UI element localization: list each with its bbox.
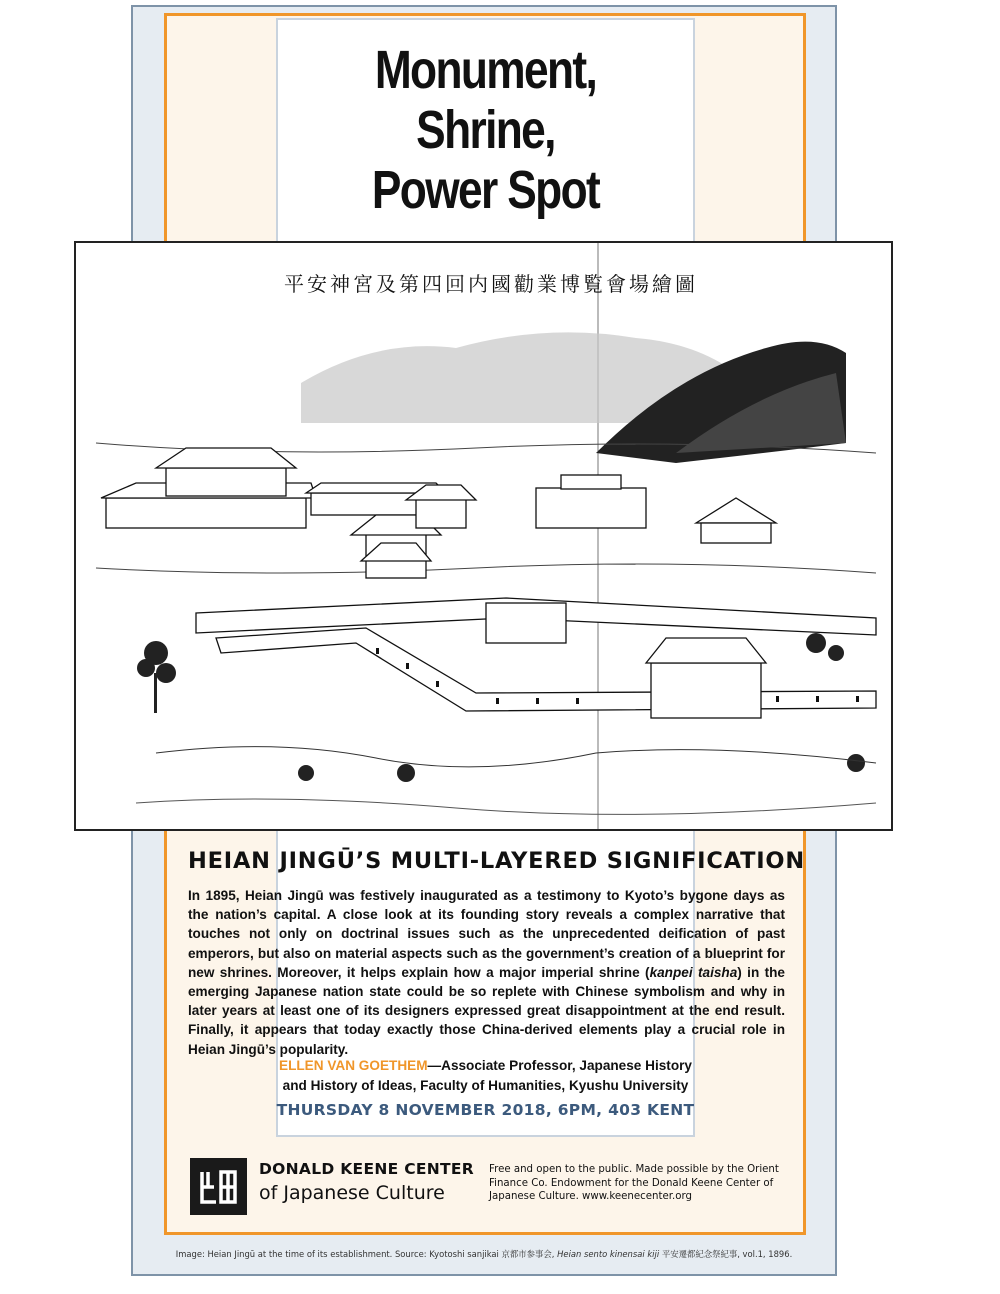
woodblock-illustration xyxy=(74,241,893,831)
illustration-inscription: 平安神宮及第四回内國勸業博覧會場繪圖 xyxy=(284,272,698,296)
caption-title: Heian sento kinensai kiji xyxy=(557,1249,660,1259)
abstract-term: kanpei taisha xyxy=(649,964,738,980)
image-caption xyxy=(131,1248,837,1260)
event-date: THURSDAY 8 NOVEMBER 2018, 6PM, 403 KENT xyxy=(276,1101,695,1119)
speaker-info xyxy=(276,1056,695,1095)
abstract-text-2: ) in the emerging Japanese nation state could be so replete with Chinese symbolism and why in later years at least one of its designers expressed great disappointment at the end result. Finally, it appears that today exactly those China-derived elements play a crucial role in Heian Jingū’s popularity. xyxy=(188,964,785,1057)
lecture-abstract xyxy=(188,886,785,1059)
abstract-text-1: In 1895, Heian Jingū was festively inaugurated as a testimony to Kyoto’s bygone days as the nation’s capital. A close look at its founding story reveals a complex narrative that touches not only on doctrinal issues such as the unprecedented deification of past emperors, but also on material aspects such as the government’s creation of a blueprint for new shrines. Moreover, it helps explain how a major imperial shrine ( xyxy=(188,888,785,980)
title-line-1: Monument, xyxy=(374,40,597,100)
org-subtitle: of Japanese Culture xyxy=(259,1182,445,1204)
speaker-role-1: —Associate Professor, Japanese History xyxy=(427,1058,692,1073)
keene-center-logo xyxy=(190,1158,247,1215)
footer-note: Free and open to the public. Made possible by the Orient Finance Co. Endowment for the Donald Keene Center of Japanese Culture. www.keenecenter.org xyxy=(489,1164,779,1202)
poster-title xyxy=(314,40,658,220)
seal-icon xyxy=(190,1158,247,1215)
org-name: DONALD KEENE CENTER xyxy=(259,1160,475,1178)
speaker-role-2: and History of Ideas, Faculty of Humanities, Kyushu University xyxy=(282,1077,689,1093)
speaker-name: ELLEN VAN GOETHEM xyxy=(279,1058,428,1073)
title-line-2: Shrine, xyxy=(416,100,555,160)
title-line-3: Power Spot xyxy=(371,160,600,220)
caption-suffix: 平安遷都紀念祭紀事, vol.1, 1896. xyxy=(659,1249,793,1259)
caption-prefix: Image: Heian Jingū at the time of its establishment. Source: Kyotoshi sanjikai 京都市参事会, xyxy=(175,1249,558,1259)
shrine-drawing xyxy=(76,243,891,829)
lecture-heading: HEIAN JINGŪ’S MULTI-LAYERED SIGNIFICATION xyxy=(188,848,805,874)
